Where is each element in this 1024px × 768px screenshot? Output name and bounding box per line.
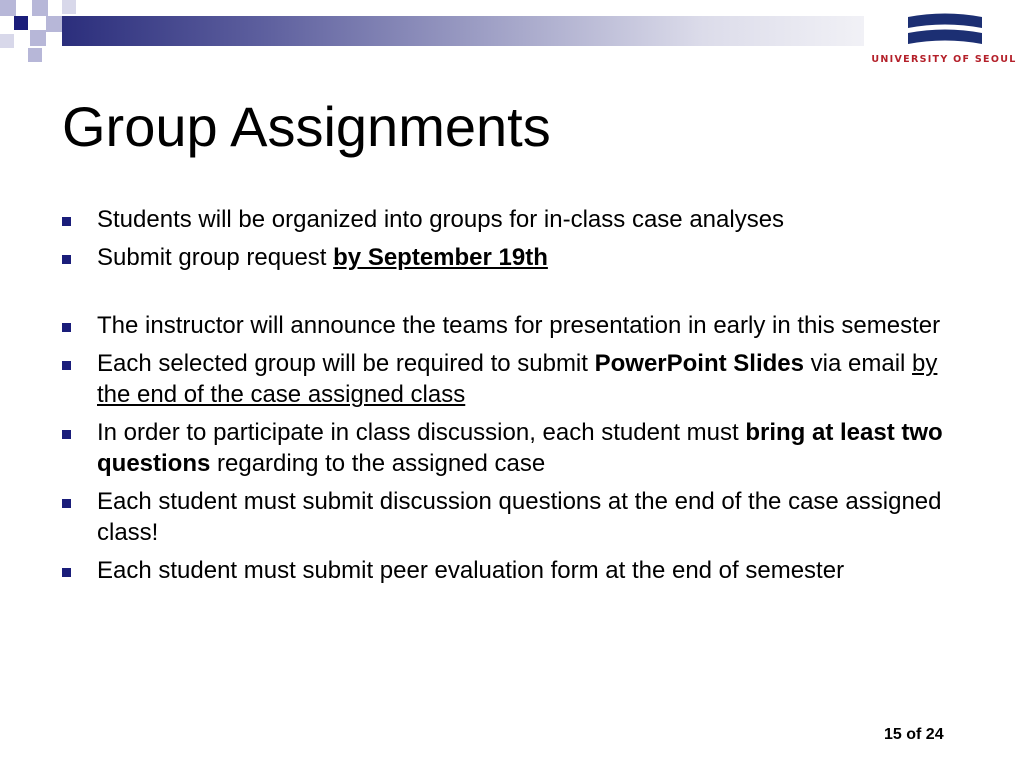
underlined-text: by the end of the case assigned class	[97, 350, 938, 408]
bold-text: PowerPoint Slides	[594, 350, 804, 377]
square-bullet-icon	[62, 568, 71, 577]
square-decoration	[62, 0, 76, 14]
square-bullet-icon	[62, 361, 71, 370]
bullet-item	[62, 310, 962, 341]
bullet-text: Each student must submit peer evaluation form at the end of semester	[97, 557, 845, 584]
bold-text: bring at least two questions	[97, 419, 943, 477]
square-bullet-icon	[62, 323, 71, 332]
bullet-text: Students will be organized into groups for in-class case analyses	[97, 206, 785, 233]
bullet-text: Each student must submit discussion questions at the end of the case assigned class!	[97, 488, 942, 546]
bullet-item	[62, 348, 962, 410]
square-bullet-icon	[62, 499, 71, 508]
square-bullet-icon	[62, 430, 71, 439]
square-decoration	[14, 16, 28, 30]
slide-title: Group Assignments	[62, 95, 551, 158]
bullet-item	[62, 555, 962, 586]
bullet-text: regarding to the assigned case	[210, 450, 546, 477]
deadline-emphasis: by September 19th	[333, 244, 548, 271]
square-bullet-icon	[62, 255, 71, 264]
bullet-item	[62, 204, 962, 235]
header-gradient-bar	[62, 16, 864, 46]
bullet-text: The instructor will announce the teams for presentation in early in this semester	[97, 312, 941, 339]
university-logo	[868, 8, 1020, 70]
square-decoration	[0, 0, 16, 16]
bullet-item	[62, 242, 962, 273]
square-decoration	[30, 30, 46, 46]
bullet-item	[62, 486, 962, 548]
square-decoration	[0, 34, 14, 48]
bullet-text: Each selected group will be required to submit	[97, 350, 595, 377]
university-logo-text: UNIVERSITY OF SEOUL	[871, 54, 1017, 65]
bullet-text: In order to participate in class discussion, each student must	[97, 419, 746, 446]
square-decoration	[32, 0, 48, 16]
square-decoration	[28, 48, 42, 62]
bullet-list	[62, 204, 962, 593]
bullet-item	[62, 417, 962, 479]
page-number: 15 of 24	[884, 726, 944, 743]
square-decoration	[46, 16, 62, 32]
bullet-text: via email	[804, 350, 913, 377]
bullet-text: Submit group request	[97, 244, 334, 271]
square-bullet-icon	[62, 217, 71, 226]
square-decoration	[16, 0, 32, 16]
university-logo-mark-icon	[908, 12, 982, 50]
